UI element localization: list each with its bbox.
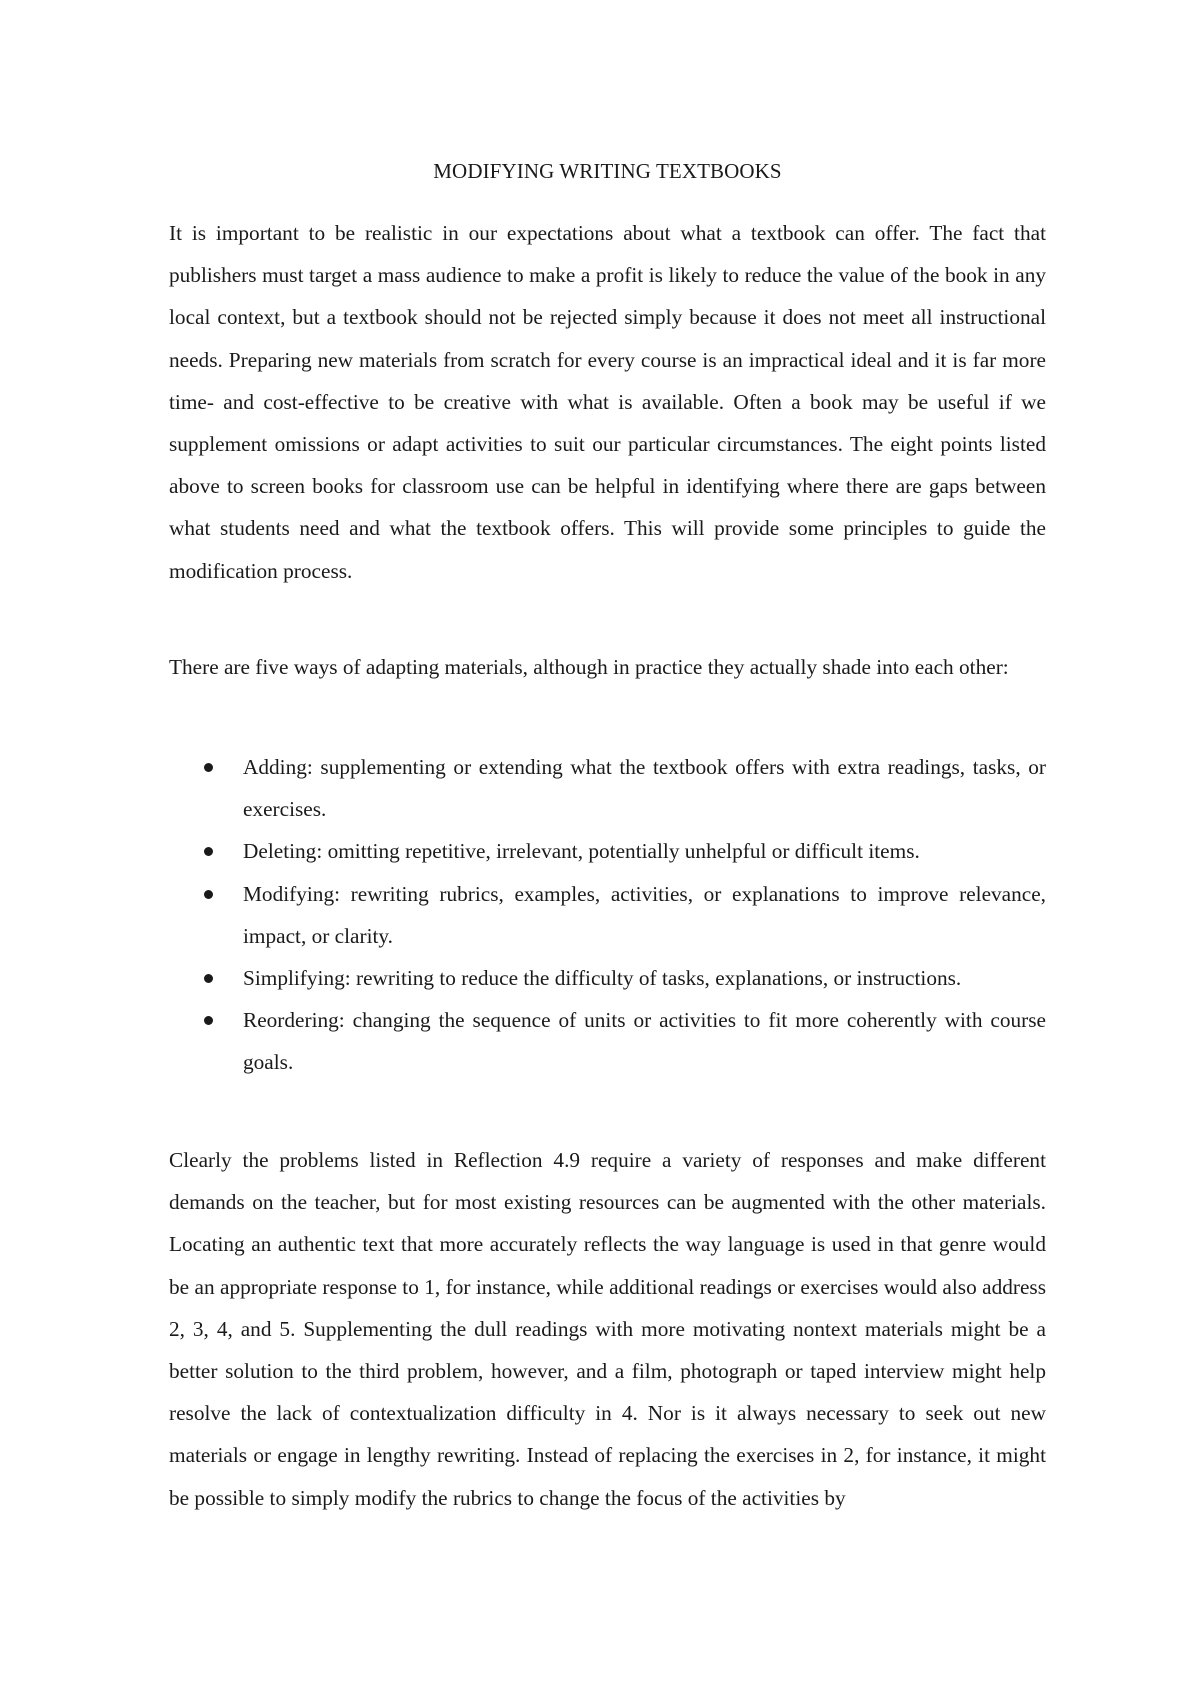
adaptation-list	[169, 746, 1046, 1084]
list-item-text: Deleting: omitting repetitive, irrelevant, potentially unhelpful or difficult items.	[243, 839, 920, 864]
bullet-icon	[204, 847, 213, 856]
list-item-text: Modifying: rewriting rubrics, examples, activities, or explanations to improve relevance, impact, or clarity.	[243, 881, 1046, 948]
list-item	[169, 999, 1046, 1083]
list-item	[169, 873, 1046, 957]
paragraph-five-ways: There are five ways of adapting materials, although in practice they actually shade into each other:	[169, 655, 1009, 679]
bullet-icon	[204, 763, 213, 772]
list-item	[169, 830, 1046, 872]
list-item	[169, 746, 1046, 830]
list-item-text: Adding: supplementing or extending what the textbook offers with extra readings, tasks, or exercises.	[243, 755, 1046, 822]
list-item	[169, 957, 1046, 999]
bullet-icon	[204, 1016, 213, 1025]
list-item-text: Simplifying: rewriting to reduce the difficulty of tasks, explanations, or instructions.	[243, 966, 962, 991]
bullet-icon	[204, 890, 213, 899]
bullet-icon	[204, 974, 213, 983]
document-title: MODIFYING WRITING TEXTBOOKS	[433, 159, 782, 183]
paragraph-intro: It is important to be realistic in our expectations about what a textbook can offer. The fact that publishers must target a mass audience to make a profit is likely to reduce the value of the book in any local context, but a textbook should not be rejected simply because it does not meet all instructional needs. Preparing new materials from scratch for every course is an impractical ideal and it is far more time- and cost-effective to be creative with what is available. Often a book may be useful if we supplement omissions or adapt activities to suit our particular circumstances. The eight points listed above to screen books for classroom use can be helpful in identifying where there are gaps between what students need and what the textbook offers. This will provide some principles to guide the modification process.	[169, 221, 1046, 583]
paragraph-responses: Clearly the problems listed in Reflection 4.9 require a variety of responses and make different demands on the teacher, but for most existing resources can be augmented with the other materials. Locating an authentic text that more accurately reflects the way language is used in that genre would be an appropriate response to 1, for instance, while additional readings or exercises would also address 2, 3, 4, and 5. Supplementing the dull readings with more motivating nontext materials might be a better solution to the third problem, however, and a film, photograph or taped interview might help resolve the lack of contextualization difficulty in 4. Nor is it always necessary to seek out new materials or engage in lengthy rewriting. Instead of replacing the exercises in 2, for instance, it might be possible to simply modify the rubrics to change the focus of the activities by	[169, 1148, 1046, 1510]
list-item-text: Reordering: changing the sequence of units or activities to fit more coherently with course goals.	[243, 1008, 1046, 1075]
